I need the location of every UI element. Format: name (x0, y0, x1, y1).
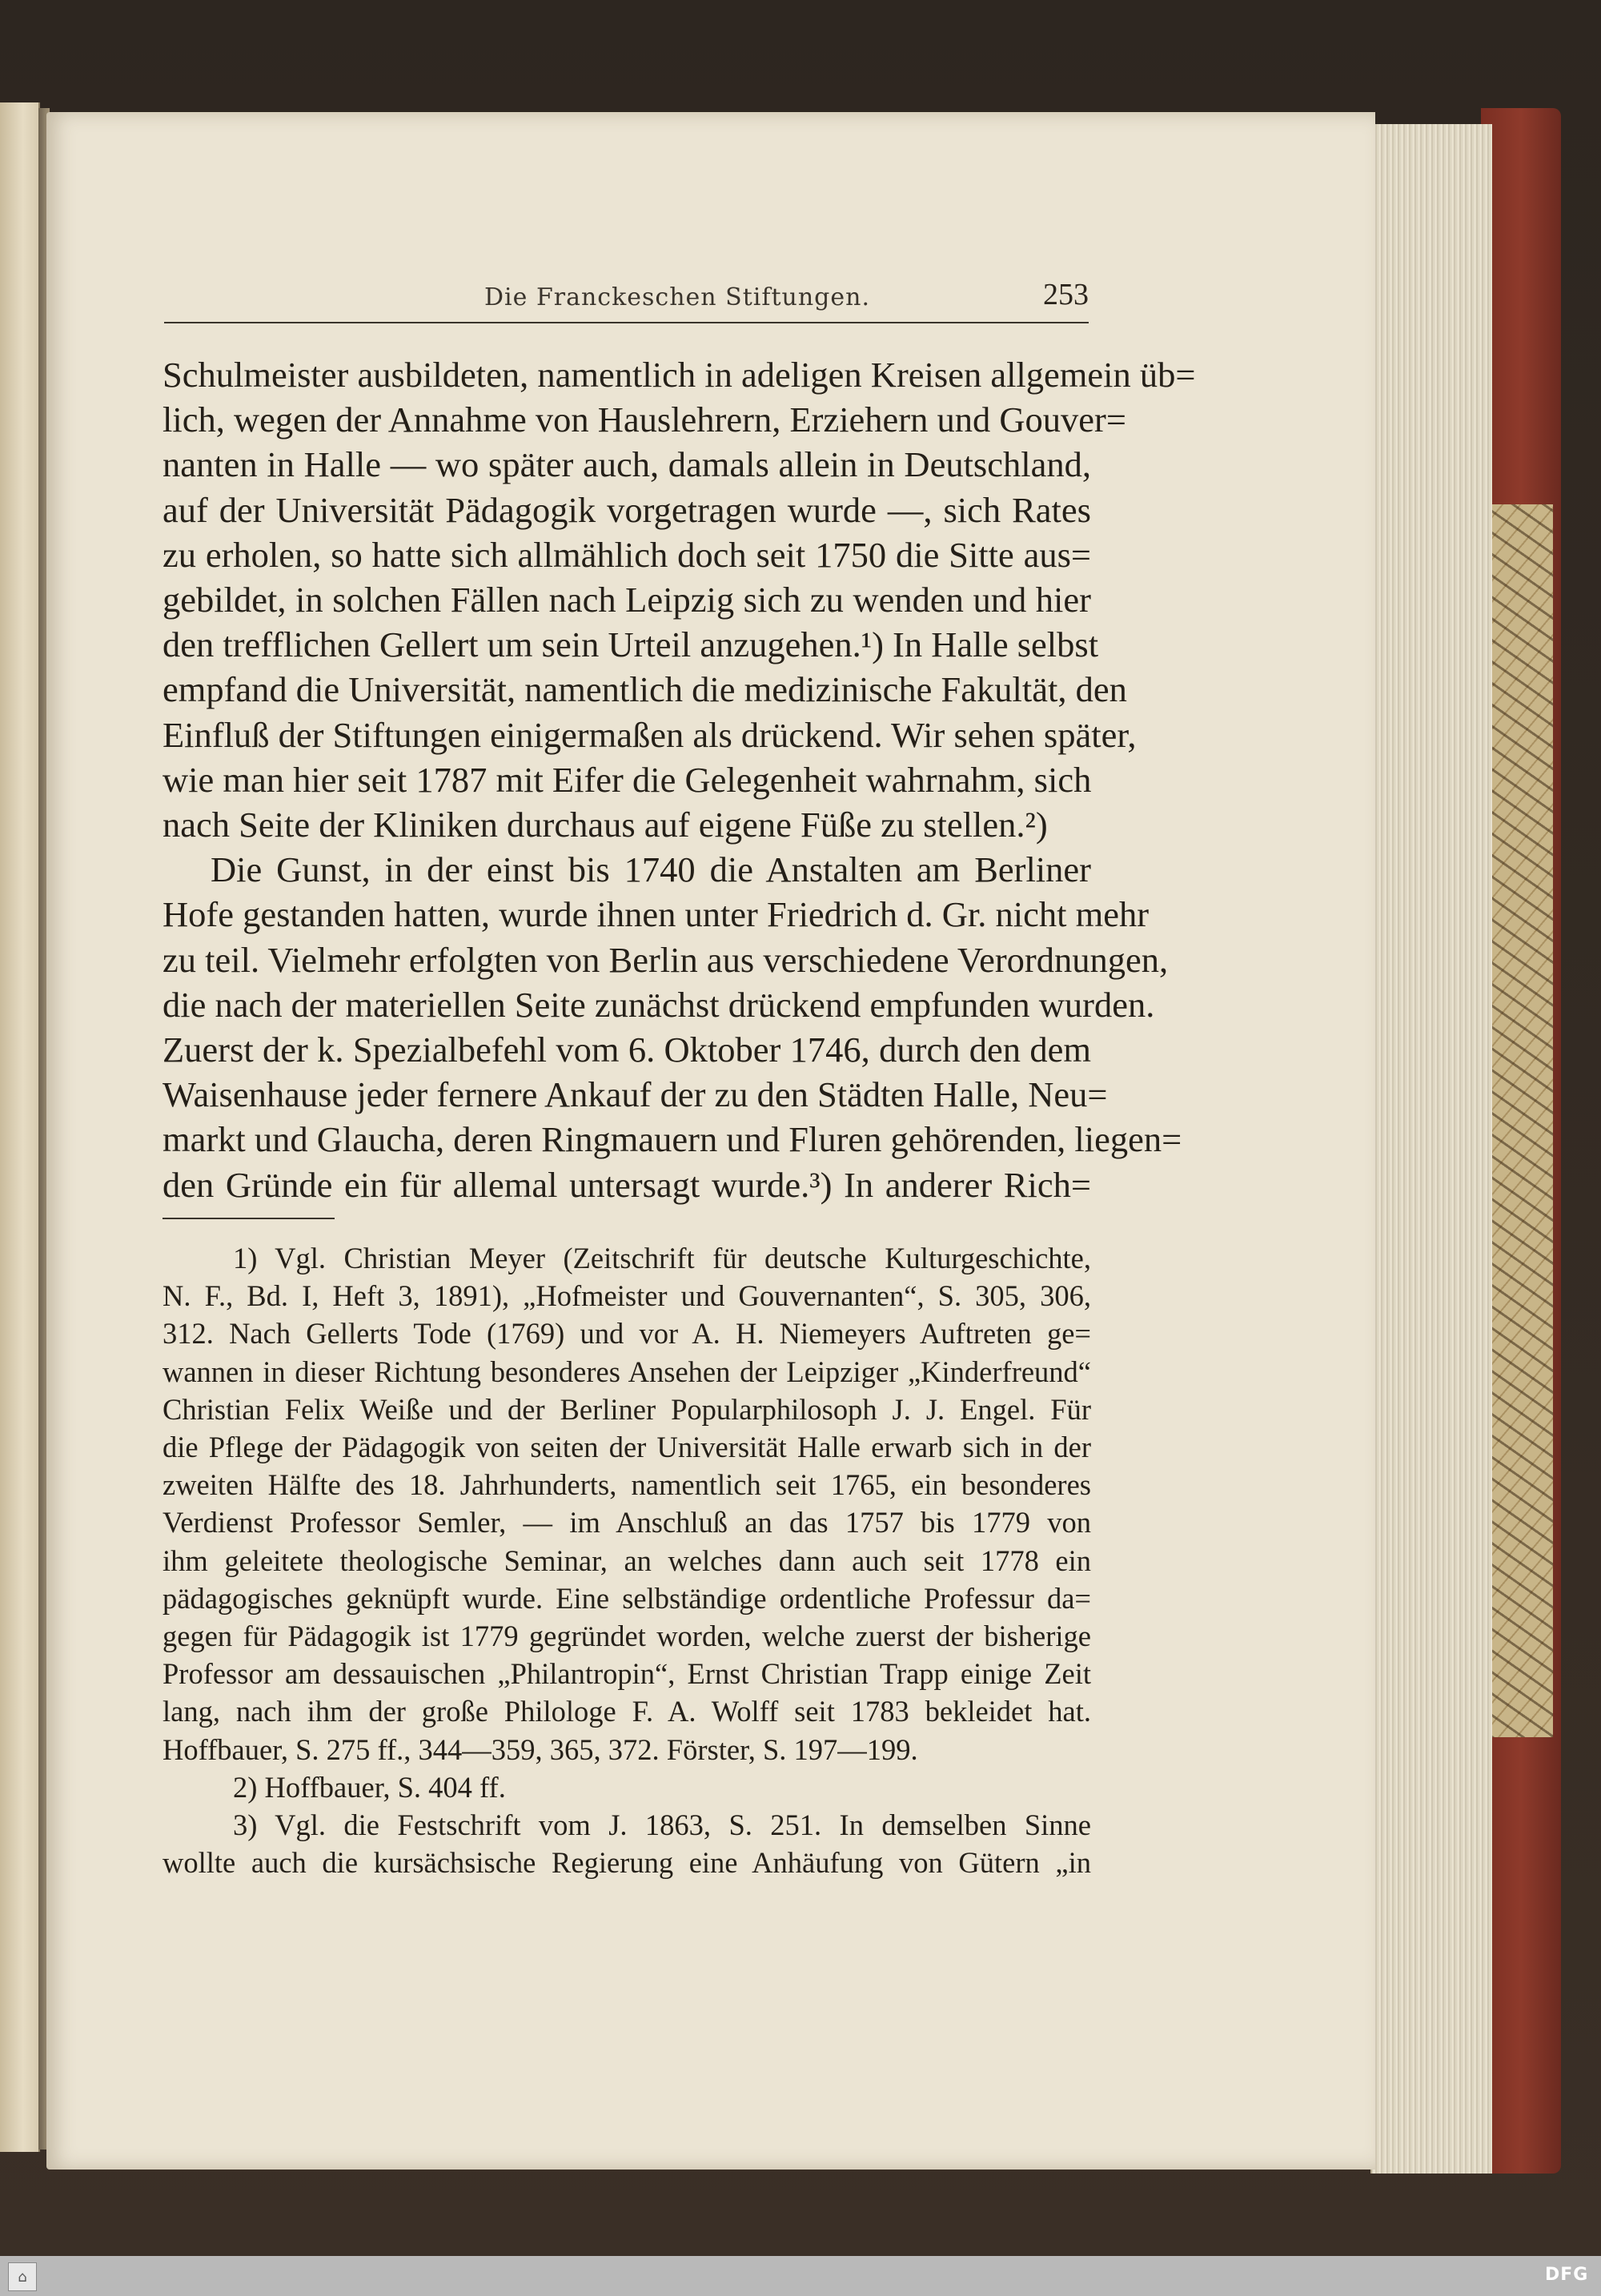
footnote-line: 312. Nach Gellerts Tode (1769) und vor A. H. Niemeyers Auftreten ge= (163, 1317, 1091, 1351)
footnote-line: zweiten Hälfte des 18. Jahrhunderts, namentlich seit 1765, ein besonderes (163, 1468, 1091, 1502)
page-block-edges (1370, 124, 1492, 2174)
text-line: lich, wegen der Annahme von Hauslehrern, Erziehern und Gouver= (163, 399, 1126, 440)
text-line: wie man hier seit 1787 mit Eifer die Gelegenheit wahrnahm, sich (163, 759, 1092, 800)
text-line: Waisenhause jeder fernere Ankauf der zu den Städten Halle, Neu= (163, 1074, 1108, 1115)
footnotes (163, 1239, 1091, 1881)
footnote-line: 3) Vgl. die Festschrift vom J. 1863, S. 251. In demselben Sinne (233, 1808, 1091, 1842)
footnote-line: pädagogisches geknüpft wurde. Eine selbständige ordentliche Professur da= (163, 1581, 1091, 1615)
text-line: Die Gunst, in der einst bis 1740 die Anstalten am Berliner (211, 849, 1091, 890)
footnote-line: Christian Felix Weiße und der Berliner Popularphilosoph J. J. Engel. Für (163, 1392, 1091, 1426)
footnote-line: wannen in dieser Richtung besonderes Ansehen der Leipziger „Kinderfreund“ (163, 1355, 1091, 1388)
text-line: die nach der materiellen Seite zunächst drückend empfunden wurden. (163, 984, 1155, 1025)
text-line: Hofe gestanden hatten, wurde ihnen unter Friedrich d. Gr. nicht mehr (163, 894, 1150, 935)
text-line: gebildet, in solchen Fällen nach Leipzig sich zu wenden und hier (163, 580, 1091, 620)
footnote-line: Verdienst Professor Semler, — im Anschluß an das 1757 bis 1779 von (163, 1506, 1091, 1539)
footnote-line: gegen für Pädagogik ist 1779 gegründet worden, welche zuerst der bisherige (163, 1620, 1091, 1653)
marbled-endpaper (1491, 504, 1553, 1737)
text-line: Zuerst der k. Spezialbefehl vom 6. Oktober 1746, durch den dem (163, 1030, 1091, 1070)
footnote-line: lang, nach ihm der große Philologe F. A. Wolff seit 1783 bekleidet hat. (163, 1695, 1091, 1728)
viewer-footer-bar (0, 2256, 1601, 2296)
footnote-rule (163, 1218, 335, 1219)
running-title: Die Franckeschen Stiftungen. (484, 283, 870, 311)
text-line: zu teil. Vielmehr erfolgten von Berlin aus verschiedene Verordnungen, (163, 939, 1169, 980)
footnote-line: N. F., Bd. I, Heft 3, 1891), „Hofmeister und Gouvernanten“, S. 305, 306, (163, 1279, 1091, 1313)
text-line: auf der Universität Pädagogik vorgetragen wurde —, sich Rates (163, 489, 1091, 530)
footnote-line: 1) Vgl. Christian Meyer (Zeitschrift für deutsche Kulturgeschichte, (233, 1242, 1091, 1274)
text-line: nach Seite der Kliniken durchaus auf eigene Füße zu stellen.²) (163, 805, 1048, 845)
text-line: empfand die Universität, namentlich die medizinische Fakultät, den (163, 669, 1127, 710)
text-line: nanten in Halle — wo später auch, damals allein in Deutschland, (163, 444, 1091, 485)
dfg-logo: DFG (1545, 2265, 1589, 2285)
text-line: markt und Glaucha, deren Ringmauern und Fluren gehörenden, liegen= (163, 1119, 1182, 1160)
footnote-line: wollte auch die kursächsische Regierung eine Anhäufung von Gütern „in (163, 1846, 1091, 1880)
text-line: den Gründe ein für allemal untersagt wurde.³) In anderer Rich= (163, 1164, 1091, 1205)
text-line: Einfluß der Stiftungen einigermaßen als drückend. Wir sehen später, (163, 714, 1137, 755)
footnote-line: 2) Hoffbauer, S. 404 ff. (233, 1770, 506, 1804)
page-number: 253 (1043, 278, 1089, 311)
footnote-line: ihm geleitete theologische Seminar, an welches dann auch seit 1778 ein (163, 1543, 1091, 1577)
text-line: zu erholen, so hatte sich allmählich doch seit 1750 die Sitte aus= (163, 534, 1091, 575)
text-line: Schulmeister ausbildeten, namentlich in adeligen Kreisen allgemein üb= (163, 355, 1196, 395)
footnote-line: Professor am dessauischen „Philantropin“, Ernst Christian Trapp einige Zeit (163, 1657, 1091, 1691)
main-text (163, 352, 1196, 1207)
running-header (164, 278, 1089, 323)
footnote-line: Hoffbauer, S. 275 ff., 344—359, 365, 372. Förster, S. 197—199. (163, 1732, 918, 1766)
footnote-line: die Pflege der Pädagogik von seiten der Universität Halle erwarb sich in der (163, 1431, 1091, 1464)
facing-page-edge (0, 102, 40, 2152)
library-logo-icon: ⌂ (8, 2262, 37, 2291)
text-line: den trefflichen Gellert um sein Urteil anzugehen.¹) In Halle selbst (163, 624, 1099, 665)
